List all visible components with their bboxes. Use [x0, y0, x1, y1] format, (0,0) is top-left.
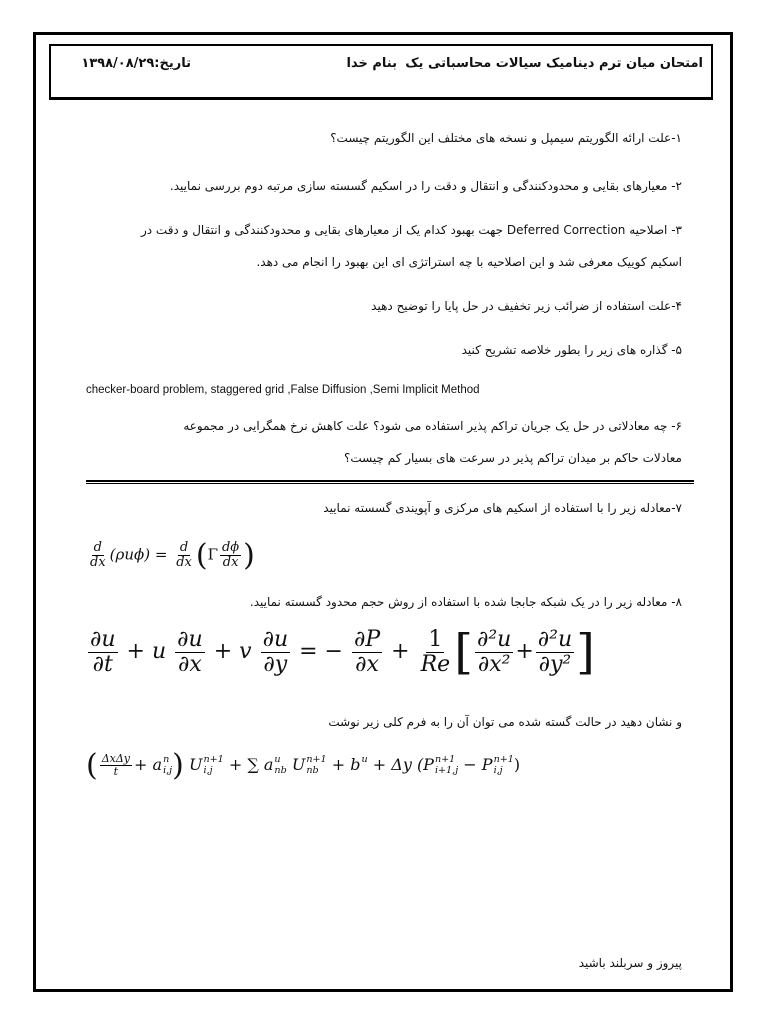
exam-header	[49, 44, 713, 100]
question-6-line-2: معادلات حاکم بر میدان تراکم پذیر در سرعت های بسیار کم چیست؟	[344, 451, 682, 465]
question-8: ۸- معادله زیر را در یک شبکه جابجا شده با استفاده از روش حجم محدود گسسته نمایید.	[249, 595, 682, 609]
closing-wishes: پیروز و سربلند باشید	[578, 956, 682, 970]
question-1: ۱-علت ارائه الگوریتم سیمپل و نسخه های مختلف این الگوریتم چیست؟	[330, 131, 682, 145]
equation-8: $\frac{\partial u}{\partial t}$ + u $\frac{\partial u}{\partial x}$ + v $\frac{\partial u}{\partial y}$ = − $\frac{\partial P}{\partial x}$ + $\frac{1}{Re}$ [ $\frac{\text{∂²u}}{\text{∂x²}}$ + $\frac{\text{∂²u}}{\text{∂y²}}$ ]	[90, 624, 595, 680]
question-7: ۷-معادله زیر را با استفاده از اسکیم های مرکزی و آپویندی گسسته نمایید	[323, 501, 682, 515]
bismillah-text: بنام خدا	[346, 56, 397, 71]
question-8-line-2: و نشان دهید در حالت گسته شده می توان آن را به فرم کلی زیر نوشت	[328, 715, 682, 729]
question-5: ۵- گذاره های زیر را بطور خلاصه تشریح کنید	[461, 343, 682, 357]
question-2: ۲- معیارهای بقایی و محدودکنندگی و انتقال و دقت را در اسکیم گسسته سازی مرتبه دوم بررسی نمایید.	[169, 179, 682, 193]
equation-7: $\frac{d}{dx}$ (ρuϕ) = $\frac{d}{dx}$ (Γ $\frac{d\phi}{dx}$ )	[90, 538, 255, 573]
question-4: ۴-علت استفاده از ضرائب زیر تخفیف در حل پایا را توضیح دهید	[371, 299, 682, 313]
exam-title: امتحان میان ترم دینامیک سیالات محاسباتی یک	[405, 56, 703, 71]
equation-9: ( $\frac{\text{ΔxΔy}}{t}$ + a n i,j ) U n+1 i,j + ∑ a u nb U n+1 nb + b u + Δy (P n+1 i+1,j − P n+1 i,j )	[86, 748, 521, 783]
question-5-terms: checker-board problem, staggered grid ,False Diffusion ,Semi Implicit Method	[86, 384, 480, 396]
question-3-line-2: اسکیم کوییک معرفی شد و این اصلاحیه با چه استراتژی ای این بهبود را انجام می دهد.	[256, 255, 682, 269]
section-divider	[86, 480, 694, 484]
exam-date: تاریخ:۱۳۹۸/۰۸/۲۹	[81, 56, 191, 71]
question-3-line-1: ۳- اصلاحیه Deferred Correction جهت بهبود کدام یک از معیارهای بقایی و محدودکنندگی و انتقال و دقت در	[140, 223, 682, 237]
question-6-line-1: ۶- چه معادلاتی در حل یک جریان تراکم پذیر استفاده می شود؟ علت کاهش نرخ همگرایی در مجموعه	[183, 419, 682, 433]
